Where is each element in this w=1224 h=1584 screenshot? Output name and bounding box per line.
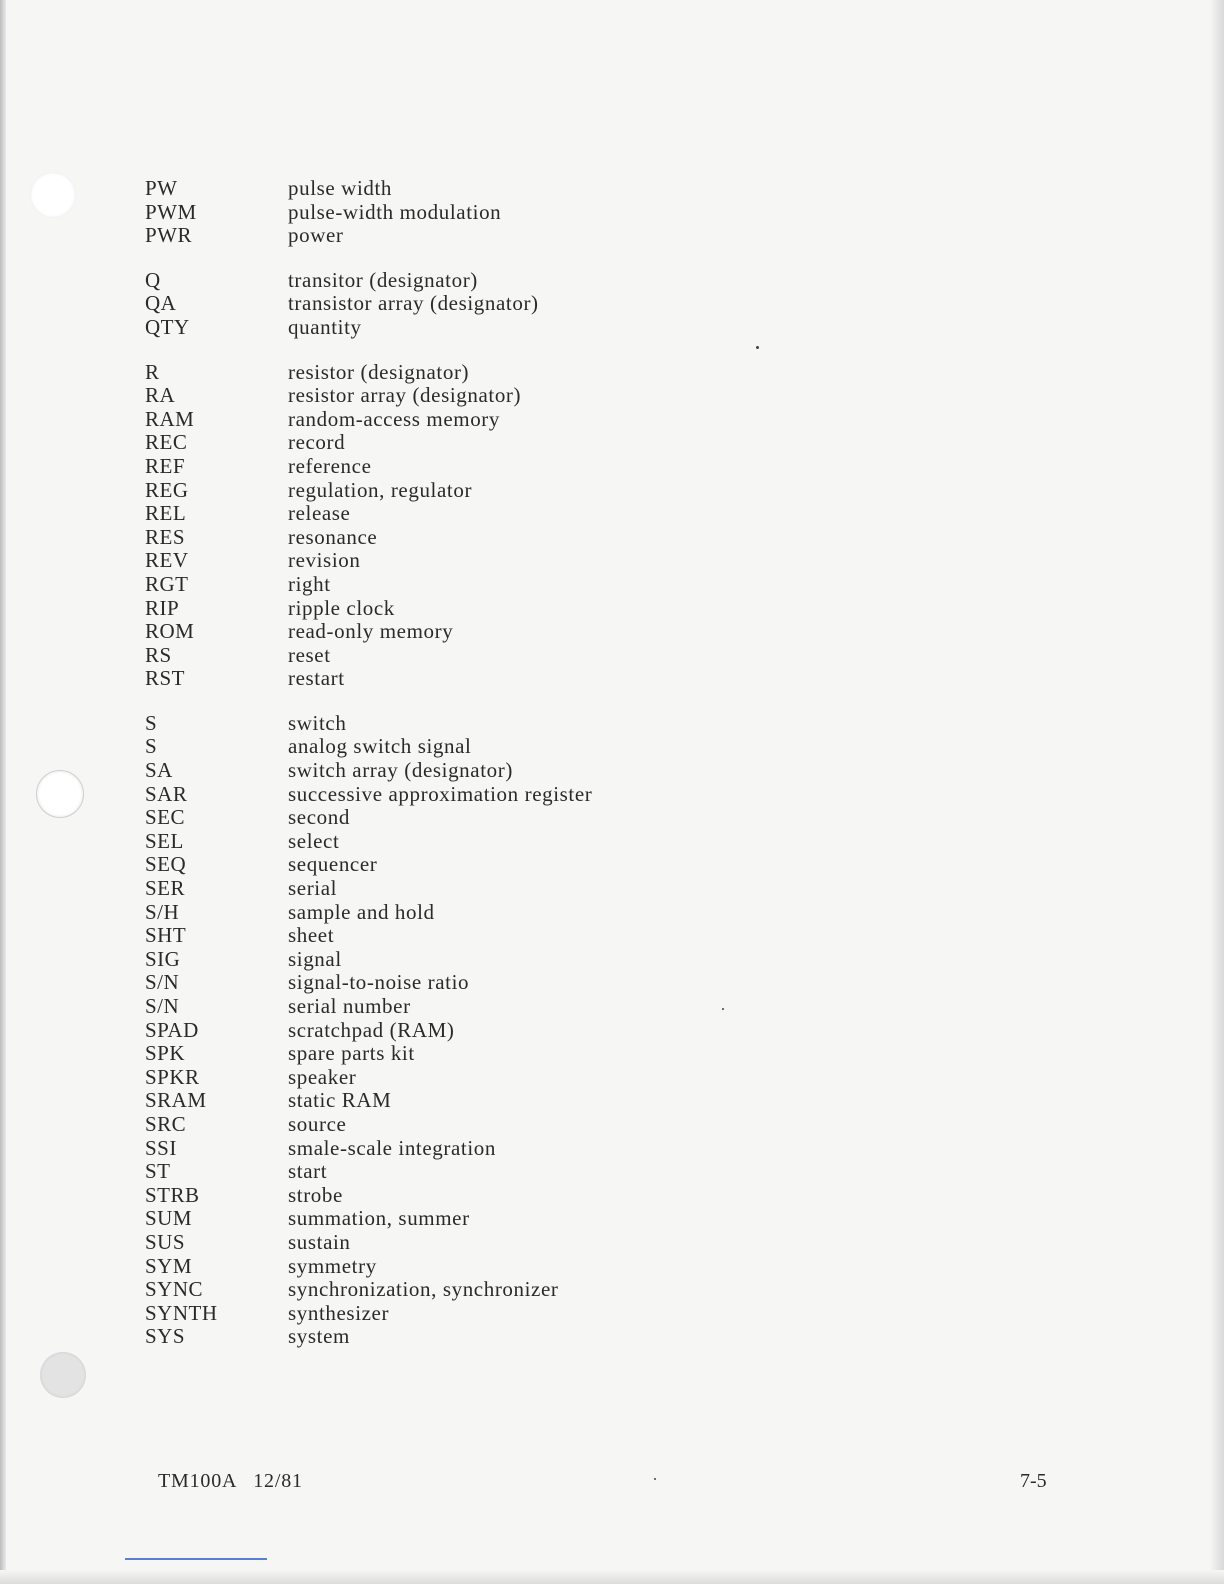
glossary-entry — [145, 1042, 705, 1066]
definition: source — [288, 1111, 347, 1136]
definition: read-only memory — [288, 619, 454, 644]
abbreviation: RIP — [145, 595, 180, 620]
definition: pulse-width modulation — [288, 199, 502, 224]
glossary-group — [145, 712, 705, 1349]
abbreviation: SUS — [145, 1229, 186, 1254]
definition: reference — [288, 453, 372, 478]
glossary-entry — [145, 759, 705, 783]
definition: scratchpad (RAM) — [288, 1017, 455, 1042]
punch-hole — [36, 770, 84, 818]
definition: symmetry — [288, 1253, 377, 1278]
definition: power — [288, 223, 344, 248]
punch-hole — [40, 1352, 86, 1398]
abbreviation: REG — [145, 477, 189, 502]
glossary-entry — [145, 455, 705, 479]
abbreviation: ROM — [145, 619, 195, 644]
abbreviation: SYM — [145, 1253, 193, 1278]
definition: pulse width — [288, 176, 393, 200]
page-edge-left — [0, 0, 6, 1584]
abbreviation: SPKR — [145, 1064, 200, 1089]
glossary-entry — [145, 224, 705, 248]
glossary-entry — [145, 1184, 705, 1208]
footer-doc-info — [158, 1470, 303, 1493]
glossary-entry — [145, 667, 705, 691]
abbreviation: R — [145, 359, 160, 384]
abbreviation-glossary — [145, 177, 705, 1370]
glossary-entry — [145, 201, 705, 225]
abbreviation: ST — [145, 1159, 171, 1184]
definition: sheet — [288, 923, 335, 948]
abbreviation: SEC — [145, 805, 186, 830]
abbreviation: SRAM — [145, 1088, 207, 1113]
definition: revision — [288, 548, 361, 573]
glossary-entry — [145, 948, 705, 972]
glossary-entry — [145, 901, 705, 925]
glossary-entry — [145, 995, 705, 1019]
glossary-entry — [145, 479, 705, 503]
definition: synchronization, synchronizer — [288, 1277, 559, 1302]
glossary-entry — [145, 877, 705, 901]
definition: serial number — [288, 994, 411, 1018]
abbreviation: S — [145, 710, 158, 735]
abbreviation: RA — [145, 383, 176, 408]
abbreviation: SRC — [145, 1111, 187, 1136]
glossary-entry — [145, 1019, 705, 1043]
scan-speck — [756, 346, 759, 349]
definition: resistor array (designator) — [288, 383, 522, 408]
definition: regulation, regulator — [288, 477, 473, 502]
abbreviation: SUM — [145, 1206, 193, 1231]
abbreviation: Q — [145, 267, 161, 292]
definition: switch — [288, 710, 347, 735]
glossary-group — [145, 361, 705, 691]
definition: sequencer — [288, 852, 378, 877]
definition: successive approximation register — [288, 781, 593, 806]
glossary-entry — [145, 830, 705, 854]
abbreviation: SEQ — [145, 852, 187, 877]
glossary-entry — [145, 924, 705, 948]
abbreviation: RGT — [145, 571, 189, 596]
glossary-entry — [145, 502, 705, 526]
abbreviation: S — [145, 734, 158, 759]
definition: signal — [288, 946, 342, 971]
definition: spare parts kit — [288, 1041, 415, 1066]
glossary-entry — [145, 1066, 705, 1090]
glossary-entry — [145, 1278, 705, 1302]
abbreviation: RES — [145, 524, 186, 549]
abbreviation: REF — [145, 453, 186, 478]
abbreviation: SA — [145, 758, 173, 783]
abbreviation: PWM — [145, 199, 197, 224]
glossary-entry — [145, 292, 705, 316]
scan-speck — [654, 1478, 656, 1480]
glossary-entry — [145, 1137, 705, 1161]
definition: restart — [288, 666, 345, 691]
glossary-entry — [145, 549, 705, 573]
glossary-entry — [145, 806, 705, 830]
definition: select — [288, 828, 340, 853]
glossary-entry — [145, 1255, 705, 1279]
abbreviation: QTY — [145, 314, 190, 339]
definition: switch array (designator) — [288, 758, 513, 783]
definition: transistor array (designator) — [288, 291, 539, 316]
definition: signal-to-noise ratio — [288, 970, 470, 995]
glossary-entry — [145, 1231, 705, 1255]
definition: release — [288, 501, 351, 526]
glossary-entry — [145, 573, 705, 597]
footer-doc-id: TM100A — [158, 1470, 238, 1492]
definition: start — [288, 1159, 328, 1184]
abbreviation: SHT — [145, 923, 187, 948]
definition: resistor (designator) — [288, 359, 470, 384]
abbreviation: REC — [145, 430, 188, 455]
definition: second — [288, 805, 350, 830]
bottom-rule — [125, 1558, 267, 1560]
definition: system — [288, 1324, 350, 1349]
definition: strobe — [288, 1182, 343, 1207]
definition: sustain — [288, 1229, 351, 1254]
definition: right — [288, 571, 331, 596]
abbreviation: SIG — [145, 946, 181, 971]
abbreviation: REL — [145, 501, 187, 526]
footer-page-number: 7-5 — [1020, 1470, 1047, 1492]
glossary-entry — [145, 597, 705, 621]
abbreviation: SAR — [145, 781, 188, 806]
definition: reset — [288, 642, 331, 667]
glossary-entry — [145, 735, 705, 759]
definition: summation, summer — [288, 1206, 470, 1231]
definition: analog switch signal — [288, 734, 472, 759]
glossary-group — [145, 269, 705, 340]
abbreviation: SYNC — [145, 1277, 204, 1302]
abbreviation: PWR — [145, 223, 193, 248]
punch-hole — [30, 172, 76, 218]
abbreviation: SYS — [145, 1324, 186, 1349]
glossary-entry — [145, 1325, 705, 1349]
glossary-entry — [145, 644, 705, 668]
abbreviation: RS — [145, 642, 172, 667]
abbreviation: SPAD — [145, 1017, 199, 1042]
abbreviation: RAM — [145, 406, 195, 431]
glossary-entry — [145, 1160, 705, 1184]
glossary-entry — [145, 361, 705, 385]
abbreviation: STRB — [145, 1182, 200, 1207]
glossary-entry — [145, 712, 705, 736]
abbreviation: SER — [145, 876, 186, 901]
footer-date: 12/81 — [253, 1470, 303, 1492]
abbreviation: PW — [145, 176, 178, 200]
glossary-entry — [145, 783, 705, 807]
definition: sample and hold — [288, 899, 435, 924]
definition: ripple clock — [288, 595, 395, 620]
definition: static RAM — [288, 1088, 392, 1113]
abbreviation: REV — [145, 548, 189, 573]
glossary-entry — [145, 384, 705, 408]
definition: resonance — [288, 524, 378, 549]
abbreviation: SYNTH — [145, 1300, 218, 1325]
abbreviation: S/N — [145, 994, 180, 1018]
glossary-entry — [145, 1113, 705, 1137]
abbreviation: S/H — [145, 899, 180, 924]
definition: random-access memory — [288, 406, 501, 431]
glossary-entry — [145, 1207, 705, 1231]
page-edge-right — [1210, 0, 1224, 1584]
glossary-entry — [145, 1089, 705, 1113]
scan-speck — [722, 1008, 724, 1010]
glossary-entry — [145, 526, 705, 550]
abbreviation: SSI — [145, 1135, 177, 1160]
glossary-entry — [145, 408, 705, 432]
glossary-entry — [145, 620, 705, 644]
glossary-group — [145, 177, 705, 248]
definition: record — [288, 430, 346, 455]
glossary-entry — [145, 269, 705, 293]
glossary-entry — [145, 431, 705, 455]
glossary-entry — [145, 971, 705, 995]
definition: serial — [288, 876, 338, 901]
page-edge-bottom — [0, 1570, 1224, 1584]
abbreviation: SEL — [145, 828, 184, 853]
abbreviation: RST — [145, 666, 186, 691]
definition: synthesizer — [288, 1300, 390, 1325]
abbreviation: SPK — [145, 1041, 186, 1066]
definition: quantity — [288, 314, 362, 339]
glossary-entry — [145, 177, 705, 201]
abbreviation: S/N — [145, 970, 180, 995]
definition: speaker — [288, 1064, 357, 1089]
abbreviation: QA — [145, 291, 177, 316]
definition: smale-scale integration — [288, 1135, 496, 1160]
definition: transitor (designator) — [288, 267, 478, 292]
glossary-entry — [145, 1302, 705, 1326]
glossary-entry — [145, 316, 705, 340]
glossary-entry — [145, 853, 705, 877]
